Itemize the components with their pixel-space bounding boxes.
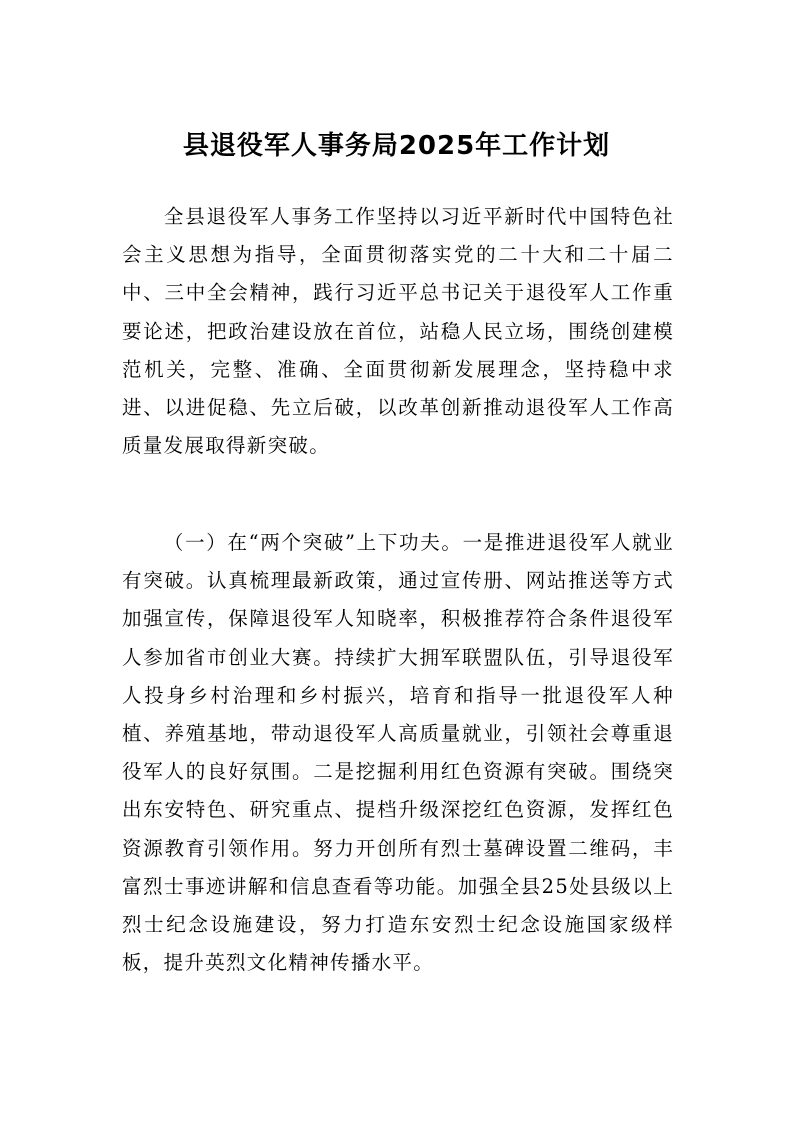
document-title: 县退役军人事务局2025年工作计划 xyxy=(182,131,611,161)
paragraph-section-1: （一）在“两个突破”上下功夫。一是推进退役军人就业有突破。认真梳理最新政策，通过宣传册、网站推送等方式加强宣传，保障退役军人知晓率，积极推荐符合条件退役军人参加省市创业大赛。持续扩大拥军联盟队伍，引导退役军人投身乡村治理和乡村振兴，培育和指导一批退役军人种植、养殖基地，带动退役军人高质量就业，引领社会尊重退役军人的良好氛围。二是挖掘利用红色资源有突破。围绕突出东安特色、研究重点、提档升级深挖红色资源，发挥红色资源教育引领作用。努力开创所有烈士墓碑设置二维码，丰富烈士事迹讲解和信息查看等功能。加强全县25处县级以上烈士纪念设施建设，努力打造东安烈士纪念设施国家级样板，提升英烈文化精神传播水平。 xyxy=(122,531,674,975)
paragraph-intro: 全县退役军人事务工作坚持以习近平新时代中国特色社会主义思想为指导，全面贯彻落实党的二十大和二十届二中、三中全会精神，践行习近平总书记关于退役军人工作重要论述，把政治建设放在首位，站稳人民立场，围绕创建模范机关，完整、准确、全面贯彻新发展理念，坚持稳中求进、以进促稳、先立后破，以改革创新推动退役军人工作高质量发展取得新突破。 xyxy=(122,205,674,458)
